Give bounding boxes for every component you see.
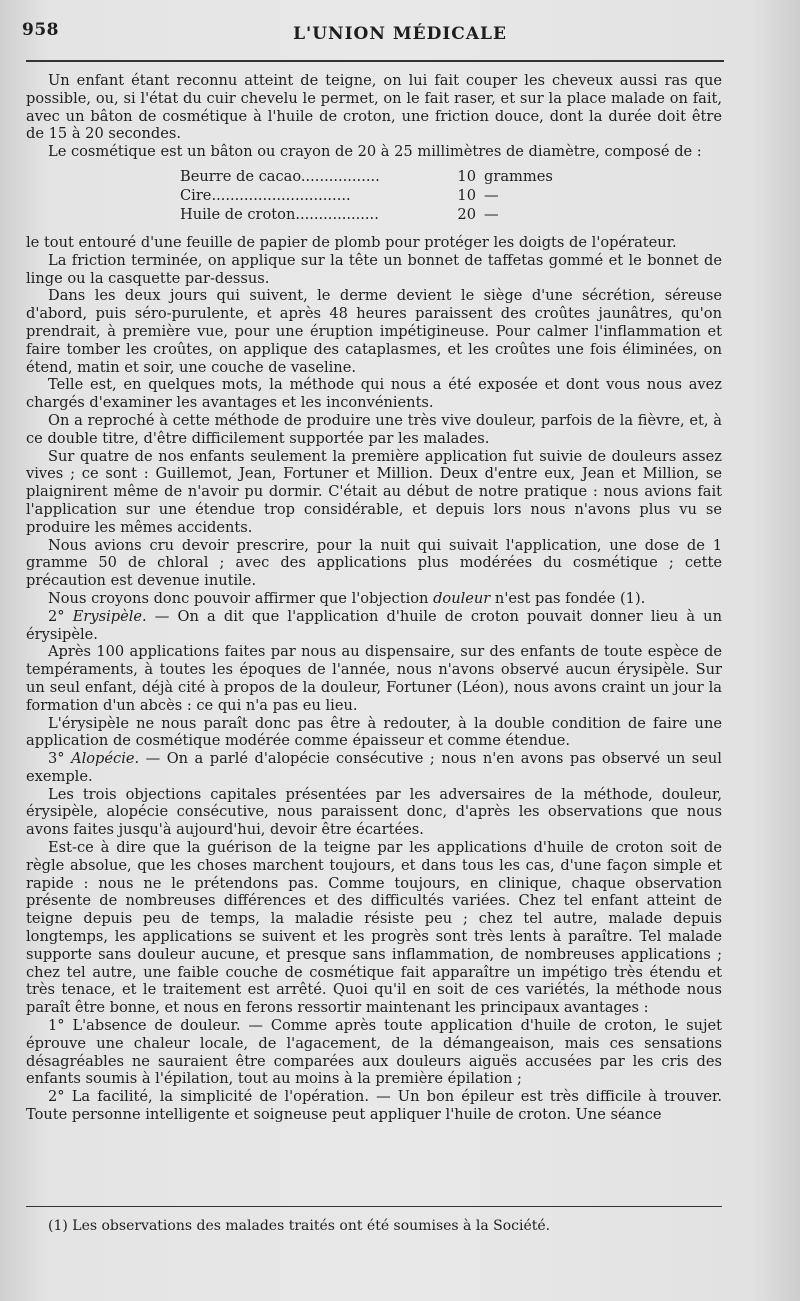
recipe-row <box>180 205 722 224</box>
paragraph: La friction terminée, on applique sur la tête un bonnet de taffetas gommé et le bonnet de linge ou la casquette par-dessus. <box>26 251 722 287</box>
ingredient-quantity: 20 <box>457 205 476 223</box>
page-number: 958 <box>22 20 59 40</box>
ingredient-name: Huile de croton.................. <box>180 205 379 223</box>
paragraph: L'érysipèle ne nous paraît donc pas être à redouter, à la double condition de faire une application de cosmétique modérée comme épaisseur et comme étendue. <box>26 714 722 750</box>
section-number: 3° <box>48 750 72 768</box>
paragraph-text: — On a dit que l'application d'huile de croton pouvait donner lieu à un érysipèle. <box>26 607 722 643</box>
paragraph-text: Nous croyons donc pouvoir affirmer que l'objection <box>48 589 434 607</box>
paragraph: On a reproché à cette méthode de produire une très vive douleur, parfois de la fièvre, et, à ce double titre, d'être difficilement supportée par les malades. <box>26 411 722 447</box>
paragraph: 2° La facilité, la simplicité de l'opération. — Un bon épileur est très difficile à trouver. Toute personne intelligente et soigneuse peut appliquer l'huile de croton. Une séance <box>26 1088 722 1124</box>
article-body <box>26 72 722 1124</box>
paragraph: Telle est, en quelques mots, la méthode qui nous a été exposée et dont vous nous avez chargés d'examiner les avantages et les inconvénients. <box>26 376 722 412</box>
paragraph: Est-ce à dire que la guérison de la teigne par les applications d'huile de croton soit de règle absolue, que les choses marchent toujours, et dans tous les cas, d'une façon simple et rapide : nous ne le prétendons pas. Comme toujours, en clinique, chaque observation présente de nombreuses différences et des difficultés variées. Chez tel enfant atteint de teigne depuis peu de temps, la maladie résiste peu ; chez tel autre, malade depuis longtemps, les applications se suivent et les progrès sont très lents à paraître. Tel malade supporte sans douleur aucune, et presque sans inflammation, de nombreuses applications ; chez tel autre, une faible couche de cosmétique fait apparaître un impétigo très étendu et très tenace, et le traitement est arrêté. Quoi qu'il en soit de ces variétés, la méthode nous paraît être bonne, et nous en ferons ressortir maintenant les principaux avantages : <box>26 839 722 1017</box>
footnote: (1) Les observations des malades traités ont été soumises à la Société. <box>48 1218 551 1234</box>
section-number: 2° <box>48 607 73 625</box>
ingredient-unit: — <box>484 205 499 223</box>
running-title: L'UNION MÉDICALE <box>293 24 507 44</box>
recipe-row <box>180 186 722 205</box>
paragraph: Le cosmétique est un bâton ou crayon de 20 à 25 millimètres de diamètre, composé de : <box>48 143 702 161</box>
ingredient-name: Beurre de cacao................. <box>180 167 380 185</box>
paragraph <box>26 750 722 786</box>
section-heading: Erysipèle. <box>72 607 147 625</box>
paragraph-text: — On a parlé d'alopécie consécutive ; nous n'en avons pas observé un seul exemple. <box>26 750 722 785</box>
paragraph: Sur quatre de nos enfants seulement la première application fut suivie de douleurs assez vives ; ce sont : Guillemot, Jean, Fortuner et Million. Deux d'entre eux, Jean et Million, se plaignirent même de n'avoir pu dormir. C'était au début de notre pratique : nous avions fait l'application sur une étendue trop considérable, et depuis lors nous n'avons plus vu se produire les mêmes accidents. <box>26 447 722 536</box>
paragraph: Après 100 applications faites par nous au dispensaire, sur des enfants de toute espèce de tempéraments, à toutes les époques de l'année, nous n'avons observé aucun érysipèle. Sur un seul enfant, déjà cité à propos de la douleur, Fortuner (Léon), nous avons craint un jour la formation d'un abcès : ce qui n'a pas eu lieu. <box>26 643 722 714</box>
ingredient-quantity: 10 <box>457 167 476 185</box>
paragraph-text: n'est pas fondée (1). <box>490 589 646 607</box>
paragraph <box>26 608 722 644</box>
header-rule <box>26 60 724 62</box>
ingredient-quantity: 10 <box>457 186 476 204</box>
paragraph: Dans les deux jours qui suivent, le derme devient le siège d'une sécrétion, séreuse d'abord, puis séro-purulente, et après 48 heures paraissent des croûtes jaunâtres, qu'on prendrait, à première vue, pour une éruption impétigineuse. Pour calmer l'inflammation et faire tomber les croûtes, on applique des cataplasmes, et les croûtes une fois éliminées, on étend, matin et soir, une couche de vaseline. <box>26 287 722 376</box>
paragraph: 1° L'absence de douleur. — Comme après toute application d'huile de croton, le sujet éprouve une chaleur locale, de l'agacement, de la démangeaison, mais ces sensations désagréables ne sauraient être comparées aux douleurs aiguës accusées par les cris des enfants soumis à l'épilation, tout au moins à la première épilation ; <box>26 1017 722 1088</box>
emphasis: douleur <box>433 589 491 607</box>
recipe-table <box>180 167 722 224</box>
paragraph: Un enfant étant reconnu atteint de teigne, on lui fait couper les cheveux aussi ras que possible, ou, si l'état du cuir chevelu le permet, on le fait raser, et sur la place malade on fait, avec un bâton de cosmétique à l'huile de croton, une friction douce, dont la durée doit être de 15 à 20 secondes. <box>26 72 722 143</box>
footnote-rule <box>26 1206 722 1207</box>
paragraph: le tout entouré d'une feuille de papier de plomb pour protéger les doigts de l'opérateur. <box>26 233 677 251</box>
ingredient-unit: grammes <box>484 167 553 185</box>
ingredient-name: Cire.............................. <box>180 186 351 204</box>
paragraph: Les trois objections capitales présentées par les adversaires de la méthode, douleur, érysipèle, alopécie consécutive, nous paraissent donc, d'après les observations que nous avons faites jusqu'à aujourd'hui, devoir être écartées. <box>26 785 722 839</box>
paragraph <box>26 590 722 608</box>
section-heading: Alopécie. <box>71 750 140 768</box>
ingredient-unit: — <box>484 186 499 204</box>
recipe-row <box>180 167 722 186</box>
paragraph: Nous avions cru devoir prescrire, pour la nuit qui suivait l'application, une dose de 1 gramme 50 de chloral ; avec des applications plus modérées du cosmétique ; cette précaution est devenue inutile. <box>26 536 722 590</box>
